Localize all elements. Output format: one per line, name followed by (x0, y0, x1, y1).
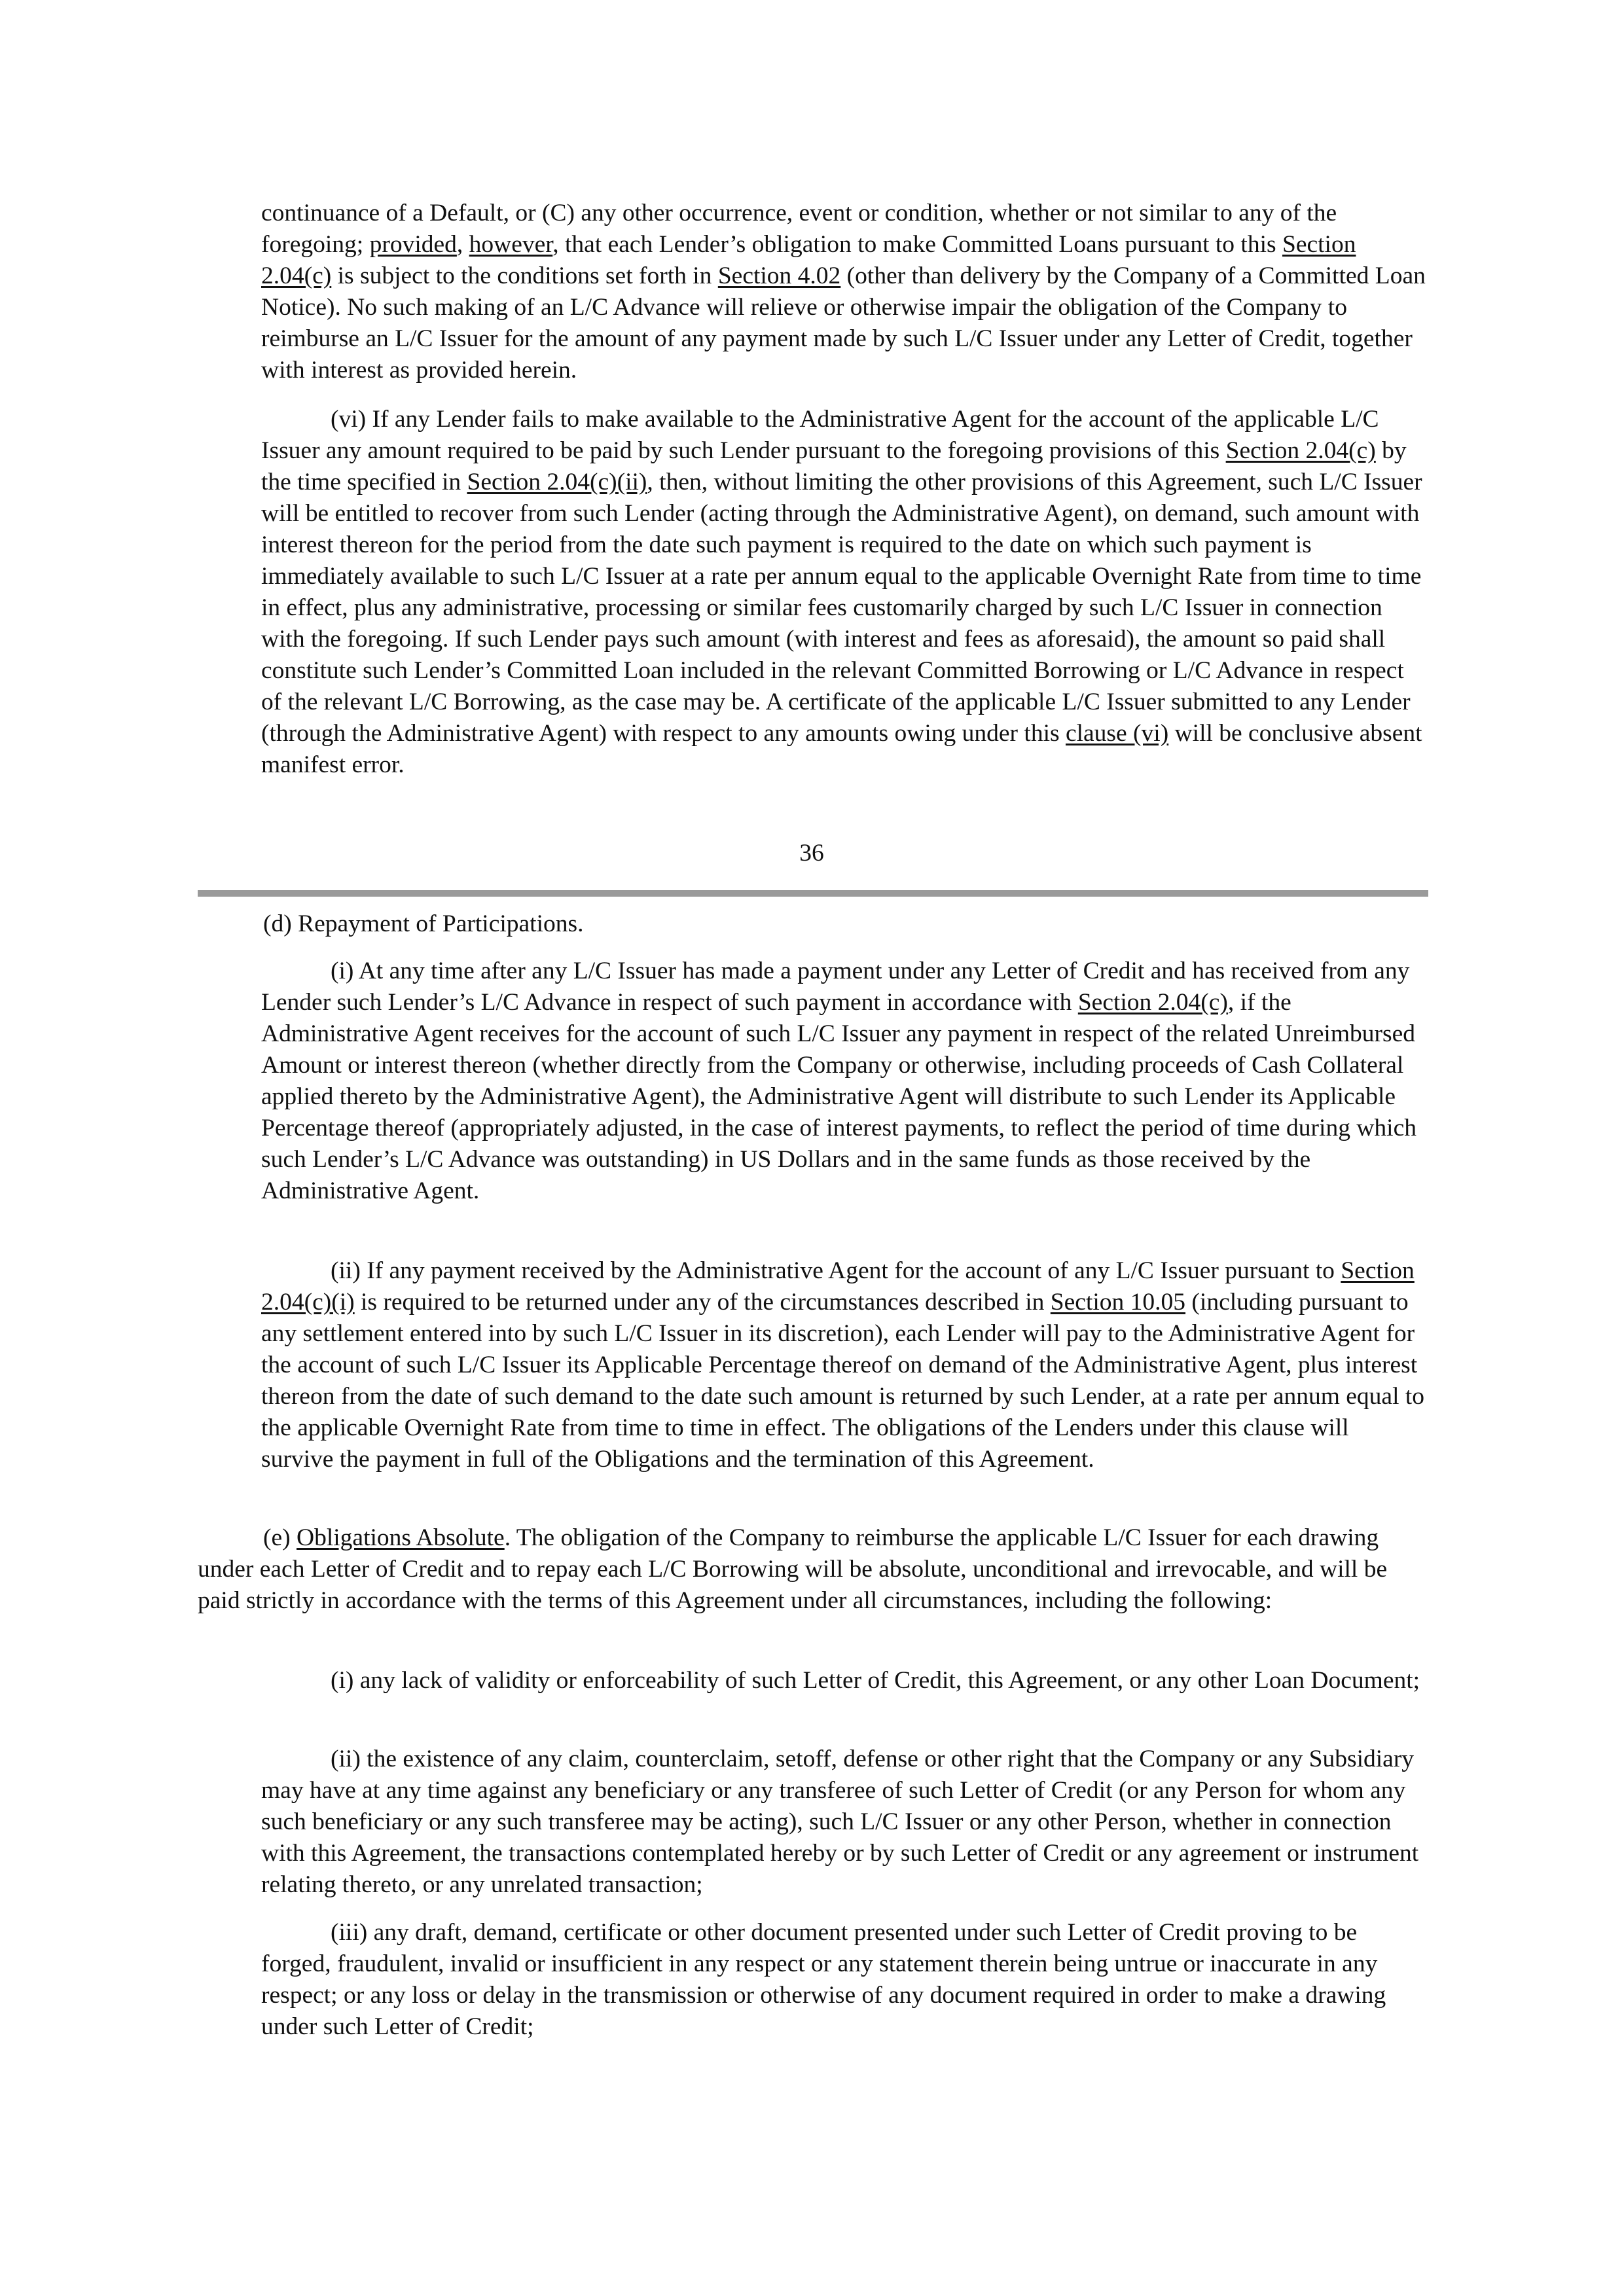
paragraph-clause-vi (261, 404, 1426, 781)
text: will be conclusive absent manifest error. (261, 720, 1422, 778)
section-reference: Section 2.04(c)(ii) (467, 469, 647, 495)
text: continuance of a Default, or (C) any other occurrence, event or condition, whether or not similar to any of the foregoing; (261, 200, 1337, 258)
paragraph-e (198, 1522, 1428, 1617)
text: (including pursuant to any settlement entered into by such L/C Issuer in its discretion), each Lender will pay to the Administrative Agent for the account of such L/C Issuer its Applicable Percentage thereof on demand of the Administrative Agent, plus interest thereon from the date of such demand to the date such amount is returned by such Lender, at a rate per annum equal to the applicable Overnight Rate from time to time in effect. The obligations of the Lenders under this clause will survive the payment in full of the Obligations and the termination of this Agreement. (261, 1289, 1425, 1473)
text: (other than delivery by the Company of a Committed Loan Notice). No such making of an L/C Advance will relieve or otherwise impair the obligation of the Company to reimburse an L/C Issuer for the amount of any payment made by such L/C Issuer under any Letter of Credit, together with interest as provided herein. (261, 262, 1426, 384)
paragraph-d-ii (261, 1255, 1426, 1475)
text: is required to be returned under any of the circumstances described in (354, 1289, 1051, 1316)
text: (i) At any time after any L/C Issuer has made a payment under any Letter of Credit and has received from any Lender such Lender’s L/C Advance in respect of such payment in accordance with (261, 958, 1410, 1016)
paragraph-d-i (261, 956, 1426, 1207)
clause-reference: clause (vi) (1065, 720, 1169, 747)
section-heading-d: (d) Repayment of Participations. (263, 910, 584, 937)
text: (vi) If any Lender fails to make available to the Administrative Agent for the account of the applicable L/C Issuer any amount required to be paid by such Lender pursuant to the foregoing provisions of this (261, 406, 1379, 464)
text: , then, without limiting the other provisions of this Agreement, such L/C Issuer will be entitled to recover from such Lender (acting through the Administrative Agent), on demand, such amount with interest thereon for the period from the date such payment is required to the date on which such payment is immediately available to such L/C Issuer at a rate per annum equal to the applicable Overnight Rate from time to time in effect, plus any administrative, processing or similar fees customarily charged by such L/C Issuer in connection with the foregoing. If such Lender pays such amount (with interest and fees as aforesaid), the amount so paid shall constitute such Lender’s Committed Loan included in the relevant Committed Borrowing or L/C Advance in respect of the relevant L/C Borrowing, as the case may be. A certificate of the applicable L/C Issuer submitted to any Lender (through the Administrative Agent) with respect to any amounts owing under this (261, 469, 1422, 747)
paragraph-e-ii: (ii) the existence of any claim, counterclaim, setoff, defense or other right that the Company or any Subsidiary may have at any time against any beneficiary or any transferee of such Letter of Credit (or any Person for whom any such beneficiary or any such transferee may be acting), such L/C Issuer or any other Person, whether in connection with this Agreement, the transactions contemplated hereby or by such Letter of Credit or any agreement or instrument relating thereto, or any unrelated transaction; (261, 1746, 1419, 1898)
section-reference: Section 2.04(c) (1077, 989, 1228, 1016)
text: is subject to the conditions set forth in (331, 262, 718, 289)
text: , (456, 231, 469, 258)
page-number: 36 (799, 840, 824, 867)
section-reference: Section 2.04(c)(i) (261, 1257, 1415, 1316)
text: , if the Administrative Agent receives for the account of such L/C Issuer any payment in respect of the related Unreimbursed Amount or interest thereon (whether directly from the Company or otherwise, including proceeds of Cash Collateral applied thereto by the Administrative Agent), the Administrative Agent will distribute to such Lender its Applicable Percentage thereof (appropriately adjusted, in the case of interest payments, to reflect the period of time during which such Lender’s L/C Advance was outstanding) in US Dollars and in the same funds as those received by the Administrative Agent. (261, 989, 1416, 1204)
paragraph-e-iii: (iii) any draft, demand, certificate or other document presented under such Letter of Credit proving to be forged, fraudulent, invalid or insufficient in any respect or any statement therein being untrue or inaccurate in any respect; or any loss or delay in the transmission or otherwise of any document required in order to make a drawing under such Letter of Credit; (261, 1919, 1386, 2040)
section-reference: Section 10.05 (1050, 1289, 1186, 1316)
paragraph-e-i: (i) any lack of validity or enforceability of such Letter of Credit, this Agreement, or any other Loan Document; (331, 1667, 1420, 1694)
section-reference: Section 4.02 (717, 262, 841, 289)
text: by the time specified in (261, 437, 1407, 495)
section-title-obligations-absolute: Obligations Absolute (297, 1524, 505, 1551)
section-reference: Section 2.04(c) (261, 231, 1356, 289)
text: (e) (263, 1524, 297, 1551)
underlined-term-however: however (469, 231, 553, 258)
text: (ii) If any payment received by the Administrative Agent for the account of any L/C Issuer pursuant to (331, 1257, 1341, 1284)
underlined-term-provided: provided (369, 231, 457, 258)
text: , that each Lender’s obligation to make Committed Loans pursuant to this (552, 231, 1282, 258)
paragraph-continuation (261, 198, 1426, 386)
text: . The obligation of the Company to reimburse the applicable L/C Issuer for each drawing under each Letter of Credit and to repay each L/C Borrowing will be absolute, unconditional and irrevocable, and will be paid strictly in accordance with the terms of this Agreement under all circumstances, including the following: (198, 1524, 1388, 1614)
page-divider (198, 890, 1428, 897)
section-reference: Section 2.04(c) (1225, 437, 1376, 464)
